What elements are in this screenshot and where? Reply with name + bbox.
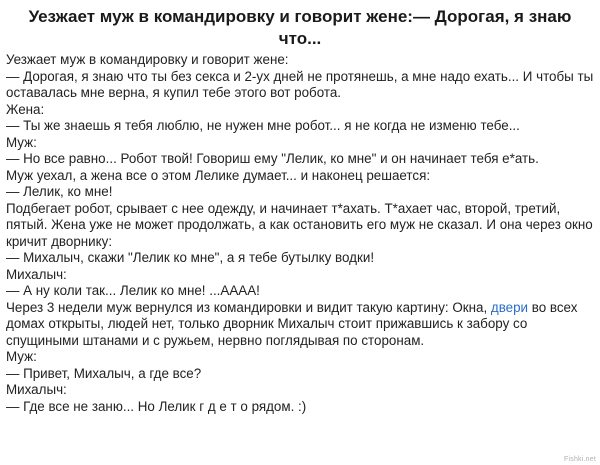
story-line: Муж: [6, 134, 37, 150]
story-line: Муж: [6, 349, 37, 364]
story-line: Муж уехал, а жена все о этом Лелике думает... и наконец решается: [6, 167, 431, 183]
story-line: — Дорогая, я знаю что ты без секса и 2-ух дней не протянешь, а мне надо ехать... И чтобы ты оставалась мне верна, я купил тебе этого вот робота. [6, 68, 594, 100]
story-line: — Лелик, ко мне! [6, 184, 113, 199]
story-body [6, 52, 596, 415]
story-line: Уезжает муж в командировку и говорит жене: [6, 52, 289, 67]
link-suffix-text: во всех домах открыты, людей нет, только дворник Михалыч стоит прижавшись к забору со спущиными штанами и с ружьем, нервно поглядывая по сторонам. [6, 299, 578, 348]
story-line: Михалыч: [6, 382, 67, 397]
story-line: — Привет, Михалыч, а где все? [6, 365, 202, 381]
story-title: Уезжает муж в командировку и говорит жене:— Дорогая, я знаю что... [28, 7, 572, 48]
story-line: Подбегает робот, срывает с нее одежду, и начинает т*ахать. Т*ахает час, второй, третий, пятый. Жена уже не может продолжать, а как остановить его муж не сказал. И она через окно кричит дворнику: [6, 200, 593, 249]
story-line: Михалыч: [6, 266, 67, 282]
story-line: — А ну коли так... Лелик ко мне! ...АААА! [6, 283, 260, 298]
story-line: — Михалыч, скажи "Лелик ко мне", а я тебе бутылку водки! [6, 250, 375, 265]
link-prefix-text: Через 3 недели муж вернулся из командировки и видит такую картину: Окна, [6, 299, 491, 315]
doors-link[interactable]: двери [490, 299, 529, 315]
story-line-with-link [6, 300, 596, 350]
site-watermark: Fishki.net [564, 456, 596, 463]
story-line: Жена: [6, 101, 45, 117]
story-line: — Но все равно... Робот твой! Говориш ему "Лелик, ко мне" и он начинает тебя е*ать. [6, 151, 539, 166]
story-line: — Где все не заню... Но Лелик г д е т о рядом. :) [6, 398, 307, 414]
story-line: — Ты же знаешь я тебя люблю, не нужен мне робот... я не когда не изменю тебе... [6, 118, 520, 133]
